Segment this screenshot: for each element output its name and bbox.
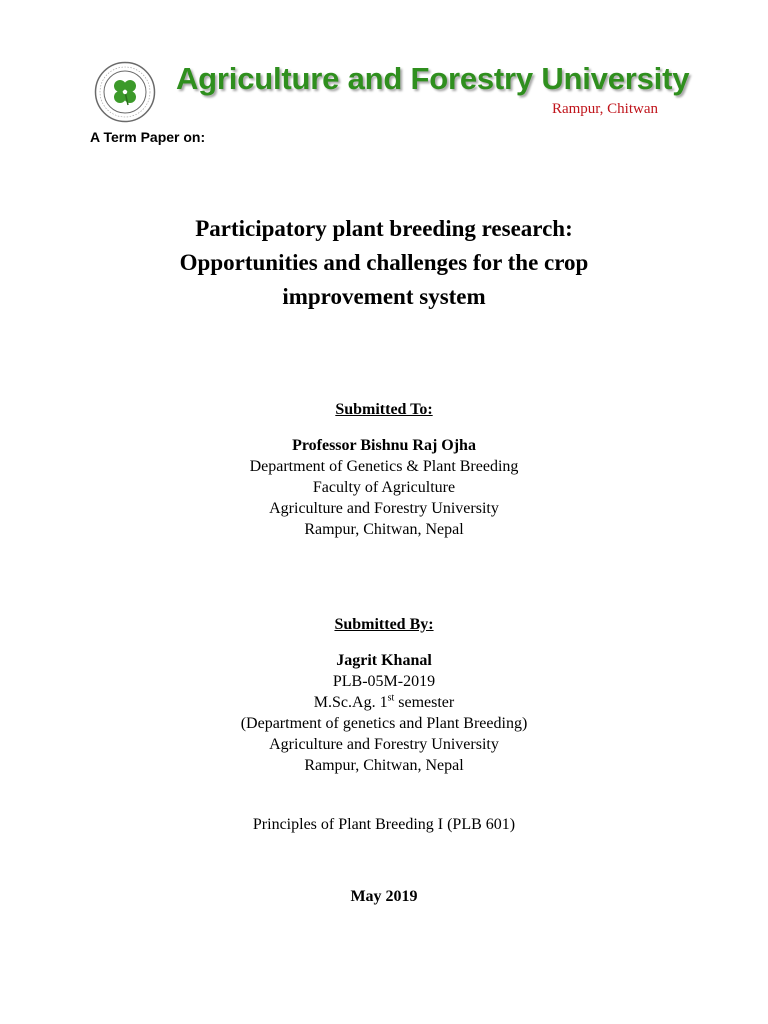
degree-prefix: M.Sc.Ag. 1 <box>313 694 388 711</box>
supervisor-department: Department of Genetics & Plant Breeding <box>249 458 519 475</box>
title-line-3: improvement system <box>282 284 486 309</box>
submitted-to-heading: Submitted To: <box>335 401 433 418</box>
student-degree <box>84 692 684 713</box>
title-line-2: Opportunities and challenges for the crop <box>179 250 589 275</box>
degree-superscript: st <box>387 692 395 704</box>
student-name: Jagrit Khanal <box>336 652 432 669</box>
student-address: Rampur, Chitwan, Nepal <box>304 757 464 774</box>
submission-date: May 2019 <box>350 888 418 905</box>
supervisor-faculty: Faculty of Agriculture <box>312 479 456 496</box>
student-department: (Department of genetics and Plant Breeding) <box>240 715 528 732</box>
paper-title <box>84 212 684 314</box>
university-seal-clover-icon <box>94 61 156 123</box>
supervisor-address: Rampur, Chitwan, Nepal <box>304 521 464 538</box>
student-university: Agriculture and Forestry University <box>269 736 499 753</box>
course-name: Principles of Plant Breeding I (PLB 601) <box>252 816 516 833</box>
submitted-by-block <box>84 614 684 776</box>
title-line-1: Participatory plant breeding research: <box>195 216 573 241</box>
submitted-by-heading: Submitted By: <box>334 616 434 633</box>
supervisor-university: Agriculture and Forestry University <box>269 500 499 517</box>
supervisor-name: Professor Bishnu Raj Ojha <box>292 437 476 454</box>
university-name: Agriculture and Forestry University <box>176 61 690 96</box>
paper-type-label: A Term Paper on: <box>90 129 206 145</box>
submitted-to-block <box>84 399 684 540</box>
student-roll: PLB-05M-2019 <box>332 673 436 690</box>
degree-suffix: semester <box>394 694 455 711</box>
university-location: Rampur, Chitwan <box>551 101 658 117</box>
